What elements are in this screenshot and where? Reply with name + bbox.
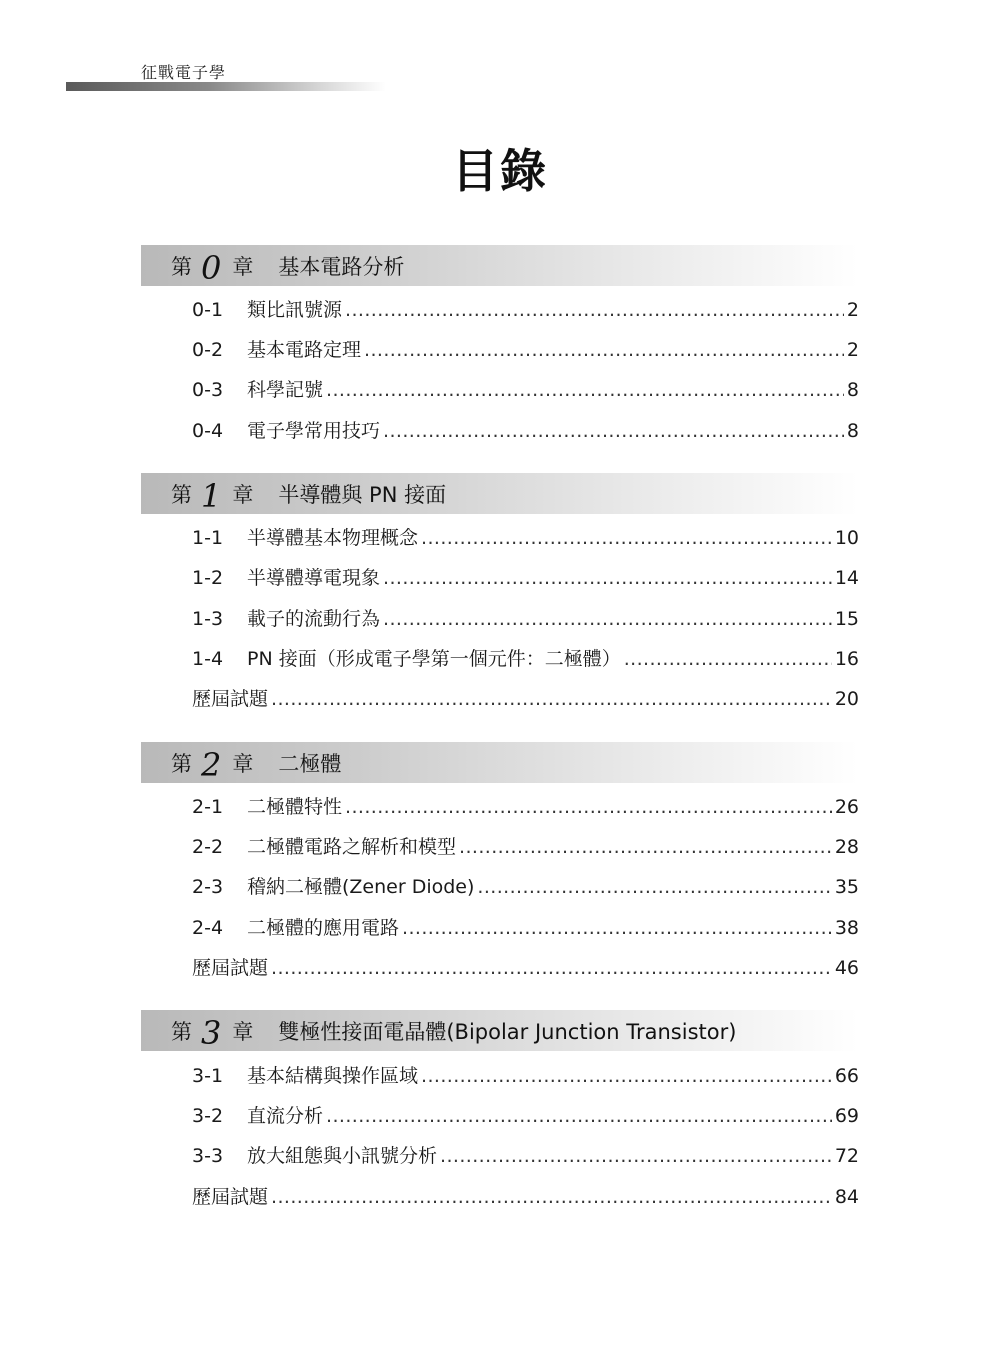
chapter-heading xyxy=(141,1010,858,1051)
dot-leader xyxy=(459,834,832,860)
section-title: 半導體基本物理概念 xyxy=(247,527,419,549)
section-number: 0-2 xyxy=(192,339,224,361)
toc-entry[interactable] xyxy=(192,1184,859,1210)
toc-entry[interactable] xyxy=(192,525,859,551)
page-number: 10 xyxy=(834,527,859,549)
toc-entry[interactable] xyxy=(192,1103,859,1129)
toc-entry[interactable] xyxy=(192,686,859,712)
page-number: 38 xyxy=(834,917,859,939)
section-number: 3-1 xyxy=(192,1065,224,1087)
toc-entry[interactable] xyxy=(192,377,859,403)
chapter-number: 0 xyxy=(201,248,222,287)
page-number: 26 xyxy=(834,796,859,818)
section-title: 二極體電路之解析和模型 xyxy=(247,836,457,858)
toc-entry[interactable] xyxy=(192,834,859,860)
toc-entry[interactable] xyxy=(192,337,859,363)
dot-leader xyxy=(345,297,844,323)
section-number: 0-1 xyxy=(192,299,224,321)
toc-entry[interactable] xyxy=(192,915,859,941)
section-number: 0-3 xyxy=(192,379,224,401)
section-title: 歷屆試題 xyxy=(192,1186,269,1208)
section-number: 3-2 xyxy=(192,1105,224,1127)
chapter-title: 雙極性接面電晶體(Bipolar Junction Transistor) xyxy=(278,1019,737,1044)
page-number: 69 xyxy=(834,1105,859,1127)
chapter-word: 第 xyxy=(171,254,192,279)
section-title: 科學記號 xyxy=(247,379,324,401)
dot-leader xyxy=(402,915,832,941)
dot-leader xyxy=(271,955,832,981)
dot-leader xyxy=(421,525,832,551)
page-number: 2 xyxy=(846,299,859,321)
section-title: 稽納二極體(Zener Diode) xyxy=(247,876,475,898)
toc-entry[interactable] xyxy=(192,874,859,900)
page-number: 8 xyxy=(846,420,859,442)
page-number: 20 xyxy=(834,688,859,710)
toc-entry[interactable] xyxy=(192,794,859,820)
toc-entry[interactable] xyxy=(192,297,859,323)
chapter-word: 章 xyxy=(232,482,254,507)
toc-entry[interactable] xyxy=(192,646,859,672)
chapter-number: 2 xyxy=(201,745,222,784)
section-number: 1-2 xyxy=(192,567,224,589)
dot-leader xyxy=(624,646,832,672)
chapter-title: 半導體與 PN 接面 xyxy=(278,482,447,507)
chapter-word: 章 xyxy=(232,751,254,776)
dot-leader xyxy=(440,1143,832,1169)
dot-leader xyxy=(271,686,832,712)
chapter-number: 1 xyxy=(201,476,222,515)
dot-leader xyxy=(421,1063,832,1089)
toc-entry[interactable] xyxy=(192,1063,859,1089)
page-number: 16 xyxy=(834,648,859,670)
section-number: 1-1 xyxy=(192,527,224,549)
page-number: 8 xyxy=(846,379,859,401)
page-title: 目錄 xyxy=(452,144,548,198)
page-number: 46 xyxy=(834,957,859,979)
section-title: 二極體特性 xyxy=(247,796,343,818)
dot-leader xyxy=(271,1184,832,1210)
page-number: 14 xyxy=(834,567,859,589)
section-title: 電子學常用技巧 xyxy=(247,420,381,442)
page-number: 84 xyxy=(834,1186,859,1208)
page-number: 35 xyxy=(834,876,859,898)
dot-leader xyxy=(345,794,832,820)
dot-leader xyxy=(326,1103,832,1129)
section-title: 載子的流動行為 xyxy=(247,608,381,630)
section-number: 3-3 xyxy=(192,1145,224,1167)
dot-leader xyxy=(383,418,844,444)
dot-leader xyxy=(383,565,832,591)
chapter-word: 第 xyxy=(171,482,192,507)
toc-entry[interactable] xyxy=(192,606,859,632)
page-number: 2 xyxy=(846,339,859,361)
chapter-heading xyxy=(141,473,858,514)
section-number: 2-2 xyxy=(192,836,224,858)
running-head: 征戰電子學 xyxy=(141,63,227,82)
section-number: 2-4 xyxy=(192,917,224,939)
section-title: 二極體的應用電路 xyxy=(247,917,400,939)
dot-leader xyxy=(364,337,844,363)
page-number: 15 xyxy=(834,608,859,630)
section-title: 歷屆試題 xyxy=(192,957,269,979)
chapter-word: 章 xyxy=(232,1019,254,1044)
chapter-title: 二極體 xyxy=(278,751,342,776)
toc-entry[interactable] xyxy=(192,418,859,444)
page-number: 72 xyxy=(834,1145,859,1167)
dot-leader xyxy=(326,377,844,403)
dot-leader xyxy=(477,874,831,900)
toc-entry[interactable] xyxy=(192,1143,859,1169)
toc-entry[interactable] xyxy=(192,955,859,981)
chapter-word: 章 xyxy=(232,254,254,279)
section-title: PN 接面（形成電子學第一個元件：二極體） xyxy=(247,648,621,670)
section-title: 直流分析 xyxy=(247,1105,324,1127)
dot-leader xyxy=(383,606,832,632)
chapter-heading xyxy=(141,245,858,286)
section-number: 0-4 xyxy=(192,420,224,442)
page-number: 66 xyxy=(834,1065,859,1087)
chapter-heading xyxy=(141,742,858,783)
section-title: 歷屆試題 xyxy=(192,688,269,710)
page-number: 28 xyxy=(834,836,859,858)
section-title: 基本電路定理 xyxy=(247,339,362,361)
section-number: 2-3 xyxy=(192,876,224,898)
section-title: 放大組態與小訊號分析 xyxy=(247,1145,438,1167)
chapter-title: 基本電路分析 xyxy=(278,254,405,279)
section-number: 2-1 xyxy=(192,796,224,818)
chapter-number: 3 xyxy=(201,1013,222,1052)
section-number: 1-4 xyxy=(192,648,224,670)
section-title: 半導體導電現象 xyxy=(247,567,381,589)
running-head-rule xyxy=(66,82,386,91)
section-title: 基本結構與操作區域 xyxy=(247,1065,419,1087)
section-number: 1-3 xyxy=(192,608,224,630)
section-title: 類比訊號源 xyxy=(247,299,343,321)
chapter-word: 第 xyxy=(171,1019,192,1044)
chapter-word: 第 xyxy=(171,751,192,776)
toc-entry[interactable] xyxy=(192,565,859,591)
